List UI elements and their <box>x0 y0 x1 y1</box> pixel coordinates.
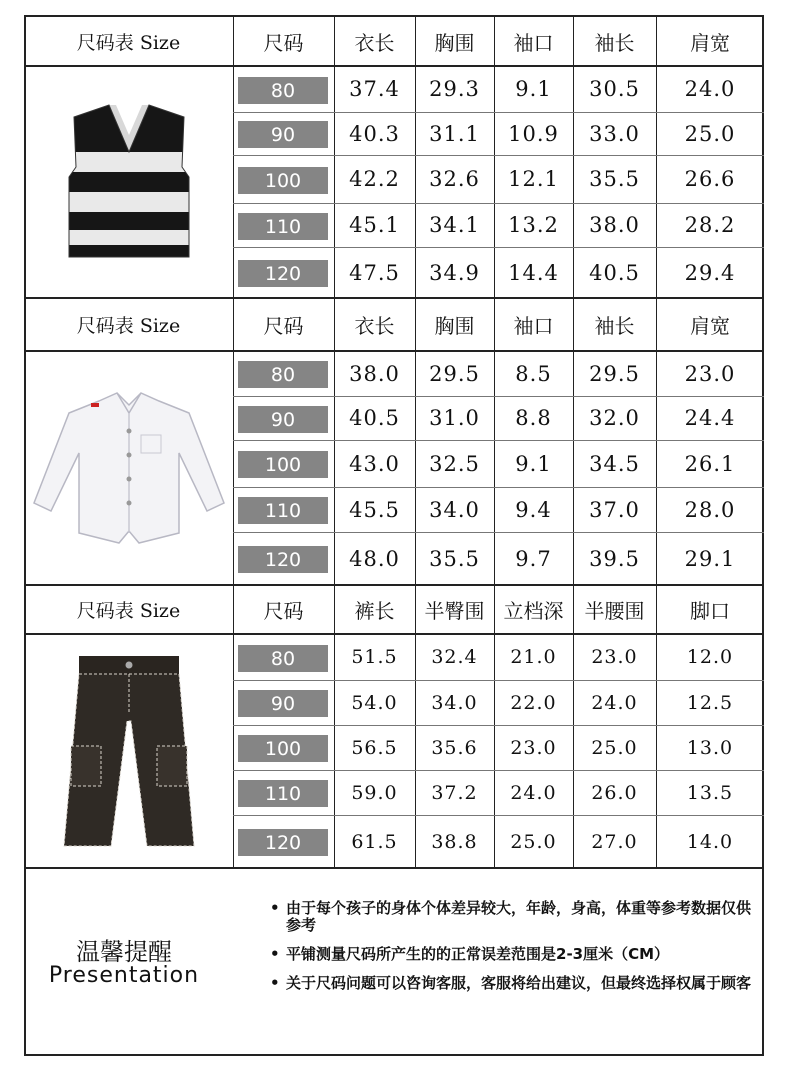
column-header: 尺码 <box>263 31 304 55</box>
table-cell: 23.0 <box>684 361 736 386</box>
table-cell: 24.0 <box>591 691 638 714</box>
table-cell: 27.0 <box>591 830 638 853</box>
table-cell: 34.1 <box>429 213 480 237</box>
size-tag: 90 <box>238 690 328 717</box>
table-cell: 42.2 <box>349 167 400 191</box>
size-tag: 110 <box>238 497 328 524</box>
table-cell: 14.0 <box>686 830 734 853</box>
table-cell: 32.6 <box>429 167 480 191</box>
size-tag: 110 <box>238 213 328 240</box>
table-cell: 24.0 <box>510 781 557 804</box>
table-cell: 26.0 <box>591 781 638 804</box>
table-cell: 9.4 <box>515 497 552 522</box>
table-cell: 31.1 <box>429 121 480 146</box>
table-cell: 37.0 <box>589 497 640 522</box>
table-cell: 9.1 <box>515 451 552 476</box>
column-header: 袖长 <box>594 31 635 55</box>
table-cell: 13.0 <box>686 736 734 759</box>
table-cell: 21.0 <box>510 646 557 668</box>
table-cell: 13.5 <box>686 781 734 804</box>
notice-title-en: Presentation <box>48 963 200 988</box>
table-cell: 25.0 <box>591 736 638 759</box>
notice-list <box>270 900 760 1004</box>
table-cell: 34.9 <box>429 260 480 285</box>
table-cell: 47.5 <box>349 260 400 285</box>
column-header: 半臀围 <box>424 599 485 623</box>
table-cell: 12.1 <box>508 167 559 191</box>
column-header: 肩宽 <box>690 31 730 55</box>
size-chart-label: 尺码表 Size <box>76 600 181 622</box>
column-header: 胸围 <box>434 314 475 338</box>
table-cell: 28.0 <box>684 497 736 522</box>
table-cell: 45.5 <box>349 497 400 522</box>
table-cell: 39.5 <box>589 546 640 571</box>
size-tag: 120 <box>238 260 328 287</box>
column-header: 袖长 <box>594 314 635 338</box>
table-cell: 29.1 <box>684 546 736 571</box>
table-cell: 22.0 <box>510 691 557 714</box>
table-cell: 40.5 <box>589 260 640 285</box>
column-header: 半腰围 <box>584 599 645 623</box>
table-cell: 51.5 <box>351 646 398 668</box>
table-cell: 29.5 <box>589 361 640 386</box>
table-cell: 12.0 <box>686 646 734 668</box>
column-header: 肩宽 <box>690 314 730 338</box>
table-cell: 24.4 <box>684 406 736 430</box>
table-cell: 25.0 <box>510 830 557 853</box>
column-header: 衣长 <box>354 314 395 338</box>
table-cell: 29.3 <box>429 77 480 101</box>
notice-item <box>270 946 760 963</box>
table-cell: 32.5 <box>429 451 480 476</box>
table-cell: 34.5 <box>589 451 640 476</box>
size-chart-label: 尺码表 Size <box>76 32 181 54</box>
size-tag: 90 <box>238 406 328 433</box>
table-cell: 32.0 <box>589 406 640 430</box>
table-cell: 54.0 <box>351 691 398 714</box>
column-header: 尺码 <box>263 599 304 623</box>
column-header: 尺码 <box>263 314 304 338</box>
table-cell: 56.5 <box>351 736 398 759</box>
table-cell: 23.0 <box>591 646 638 668</box>
table-cell: 9.7 <box>515 546 552 571</box>
notice-text: 由于每个孩子的身体个体差异较大，年龄，身高，体重等参考数据仅供参考 <box>286 899 752 934</box>
notice-title-cn: 温馨提醒 <box>76 938 172 966</box>
table-cell: 12.5 <box>686 691 734 714</box>
table-cell: 35.5 <box>589 167 640 191</box>
table-cell: 13.2 <box>508 213 559 237</box>
column-header: 立档深 <box>503 599 564 623</box>
table-cell: 35.5 <box>429 546 480 571</box>
notice-item <box>270 975 760 992</box>
bullet: • <box>270 899 280 917</box>
column-header: 裤长 <box>354 599 395 623</box>
column-header: 胸围 <box>434 31 475 55</box>
table-cell: 29.4 <box>684 260 736 285</box>
table-cell: 48.0 <box>349 546 400 571</box>
table-cell: 23.0 <box>510 736 557 759</box>
table-cell: 33.0 <box>589 121 640 146</box>
size-tag: 100 <box>238 735 328 762</box>
size-tag: 80 <box>238 361 328 388</box>
table-cell: 8.5 <box>515 361 552 386</box>
table-cell: 28.2 <box>684 213 736 237</box>
table-cell: 40.5 <box>349 406 400 430</box>
table-cell: 32.4 <box>431 646 478 668</box>
table-cell: 61.5 <box>351 830 398 853</box>
table-cell: 10.9 <box>508 121 559 146</box>
notice-text: 关于尺码问题可以咨询客服，客服将给出建议，但最终选择权属于顾客 <box>286 974 752 992</box>
table-cell: 24.0 <box>684 77 736 101</box>
size-tag: 100 <box>238 167 328 194</box>
table-cell: 38.0 <box>349 361 400 386</box>
size-tag: 80 <box>238 77 328 104</box>
table-cell: 45.1 <box>349 213 400 237</box>
notice-item <box>270 900 760 934</box>
size-chart-label: 尺码表 Size <box>76 315 181 337</box>
cargo-pants-icon <box>24 634 233 868</box>
notice-text: 平铺测量尺码所产生的的正常误差范围是2-3厘米（CM） <box>286 945 670 963</box>
bullet: • <box>270 945 280 963</box>
table-cell: 34.0 <box>429 497 480 522</box>
table-cell: 37.4 <box>349 77 400 101</box>
column-header: 衣长 <box>354 31 395 55</box>
table-cell: 35.6 <box>431 736 478 759</box>
size-tag: 100 <box>238 451 328 478</box>
table-cell: 26.1 <box>684 451 736 476</box>
table-cell: 26.6 <box>684 167 736 191</box>
size-tag: 120 <box>238 546 328 573</box>
table-cell: 31.0 <box>429 406 480 430</box>
column-header: 袖口 <box>513 314 554 338</box>
size-tag: 110 <box>238 780 328 807</box>
size-tag: 80 <box>238 645 328 672</box>
column-header: 脚口 <box>690 599 730 623</box>
bullet: • <box>270 974 280 992</box>
table-cell: 29.5 <box>429 361 480 386</box>
table-cell: 14.4 <box>508 260 559 285</box>
size-tag: 90 <box>238 121 328 148</box>
table-cell: 9.1 <box>515 77 552 101</box>
table-cell: 25.0 <box>684 121 736 146</box>
table-cell: 38.0 <box>589 213 640 237</box>
table-cell: 38.8 <box>431 830 478 853</box>
table-cell: 43.0 <box>349 451 400 476</box>
striped-vest-icon <box>24 66 233 298</box>
table-cell: 34.0 <box>431 691 478 714</box>
size-tag: 120 <box>238 829 328 856</box>
table-cell: 30.5 <box>589 77 640 101</box>
table-cell: 40.3 <box>349 121 400 146</box>
column-header: 袖口 <box>513 31 554 55</box>
table-cell: 8.8 <box>515 406 552 430</box>
white-shirt-icon <box>24 351 233 585</box>
table-cell: 59.0 <box>351 781 398 804</box>
table-cell: 37.2 <box>431 781 478 804</box>
